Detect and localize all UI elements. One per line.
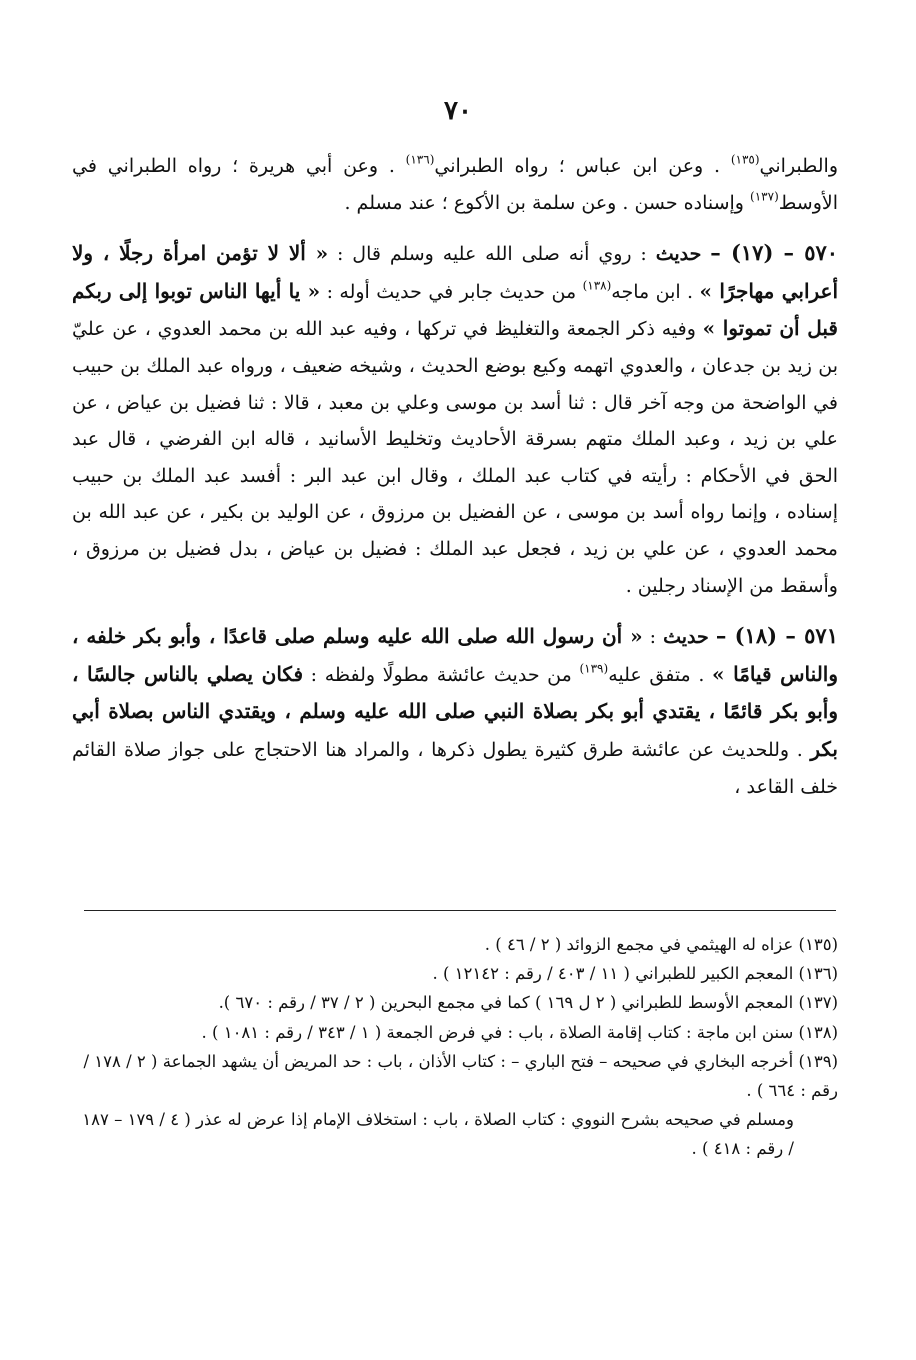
intro-paragraph [72, 148, 838, 221]
hadith-571-quote-2: فكان يصلي بالناس جالسًا ، وأبو بكر قائمًا ، يقتدي أبو بكر بصلاة النبي صلى الله عليه وسلم ، ويقتدي الناس بصلاة أبي بكر [72, 661, 838, 761]
footnotes [74, 930, 838, 1164]
hadith-570-quote-2: « يا أيها الناس توبوا إلى ربكم قبل أن تموتوا » [72, 278, 838, 341]
footnote-number: (١٣٨) [798, 1022, 838, 1042]
footnote-139-continuation: ومسلم في صحيحه بشرح النووي : كتاب الصلاة ، باب : استخلاف الإمام إذا عرض له عذر ( ٤ / ١٧٩ – ١٨٧ / رقم : ٤١٨ ) . [82, 1110, 794, 1159]
hadith-571-text-3: من حديث عائشة مطولًا ولفظه : [310, 663, 572, 686]
footnote-136 [74, 959, 838, 988]
hadith-570-text-3: من حديث جابر في حديث أوله : [326, 280, 577, 303]
hadith-570-number: ٥٧٠ – (١٧) – [710, 240, 839, 266]
intro-text-2: . وعن ابن عباس ؛ رواه الطبراني [434, 155, 721, 177]
main-text [72, 148, 838, 805]
footnote-text: أخرجه البخاري في صحيحه – فتح الباري – : كتاب الأذان ، باب : حد المريض أن يشهد الجماعة ( ٢ / ١٧٨ / رقم : ٦٦٤ ) . [83, 1051, 838, 1101]
footnote-number: (١٣٧) [798, 993, 838, 1013]
footnote-ref-139[interactable]: (١٣٩) [579, 661, 609, 676]
hadith-571-text-4: . وللحديث عن عائشة طرق كثيرة يطول ذكرها ، والمراد هنا الاحتجاج على جواز صلاة القائم خلف القاعد ، [72, 738, 838, 798]
footnote-text: المعجم الكبير للطبراني ( ١١ / ٤٠٣ / رقم : ١٢١٤٢ ) . [432, 964, 794, 984]
footnote-ref-137[interactable]: (١٣٧) [750, 189, 779, 204]
footnote-number: (١٣٩) [798, 1051, 838, 1071]
footnote-139 [74, 1047, 838, 1105]
footnote-ref-135[interactable]: (١٣٥) [730, 152, 760, 167]
footnote-135 [74, 930, 838, 959]
footnote-text: عزاه له الهيثمي في مجمع الزوائد ( ٢ / ٤٦ ) . [484, 935, 794, 954]
page-number: ٧٠ [444, 96, 472, 126]
hadith-570-text-4: وفيه ذكر الجمعة والتغليظ في تركها ، وفيه عبد الله بن محمد العدوي ، عن عليّ بن زيد بن جدعان ، والعدوي اتهمه وكيع بوضع الحديث ، وشيخه ضعيف ، ورواه عبد الملك بن حبيب في الواضحة من وجه آخر قال : ثنا أسد بن موسى وعلي بن معبد ، قالا : ثنا فضيل بن عياض ، عن علي بن زيد ، وعبد الملك متهم بسرقة الأحاديث وتخليط الأسانيد ، قاله ابن الفرضي ، قال عبد الحق في الأحكام : رأيته في كتاب عبد الملك ، وقال ابن عبد البر : أفسد عبد الملك بن حبيب إسناده ، وإنما رواه أسد بن موسى ، عن الفضيل بن مرزوق ، عن الوليد بن بكير ، عن عبد الله بن محمد العدوي ، عن علي بن زيد ، فجعل عبد الملك : فضيل بن عياض ، بدل فضيل بن مرزوق ، وأسقط من الإسناد رجلين . [72, 318, 838, 597]
footnote-ref-138[interactable]: (١٣٨) [582, 278, 612, 293]
intro-text-1: والطبراني [759, 155, 838, 177]
footnote-number: (١٣٦) [798, 964, 838, 984]
hadith-571-label: حديث [663, 626, 709, 649]
hadith-570-label: حديث [655, 243, 702, 266]
hadith-570-quote-1: « ألا لا تؤمن امرأة رجلًا ، ولا أعرابي مهاجرًا » [72, 241, 839, 303]
footnote-divider [84, 910, 836, 911]
hadith-571-text-1: : [649, 626, 657, 649]
intro-text-4: وإسناده حسن . وعن سلمة بن الأكوع ؛ عند مسلم . [344, 191, 744, 214]
intro-text-3: . وعن أبي هريرة ؛ رواه الطبراني في الأوسط [72, 155, 838, 214]
footnote-137 [74, 988, 838, 1017]
hadith-571-paragraph [72, 618, 838, 805]
hadith-571-text-2: . متفق عليه [608, 663, 705, 686]
hadith-570-text-1: : روي أنه صلى الله عليه وسلم قال : [337, 243, 647, 266]
footnote-number: (١٣٥) [798, 935, 838, 954]
footnote-138 [74, 1018, 838, 1047]
footnote-text: المعجم الأوسط للطبراني ( ٢ ل ١٦٩ ) كما في مجمع البحرين ( ٢ / ٣٧ / رقم : ٦٧٠ ). [218, 993, 794, 1013]
footnote-ref-136[interactable]: (١٣٦) [405, 152, 435, 167]
footnote-text: سنن ابن ماجة : كتاب إقامة الصلاة ، باب : في فرض الجمعة ( ١ / ٣٤٣ / رقم : ١٠٨١ ) . [201, 1022, 794, 1042]
hadith-570-paragraph [72, 235, 838, 604]
hadith-571-number: ٥٧١ – (١٨) – [715, 623, 838, 649]
hadith-571-quote-1: « أن رسول الله صلى الله عليه وسلم صلى قاعدًا ، وأبو بكر خلفه ، والناس قيامًا » [72, 624, 838, 686]
hadith-570-text-2: . ابن ماجه [611, 280, 694, 303]
